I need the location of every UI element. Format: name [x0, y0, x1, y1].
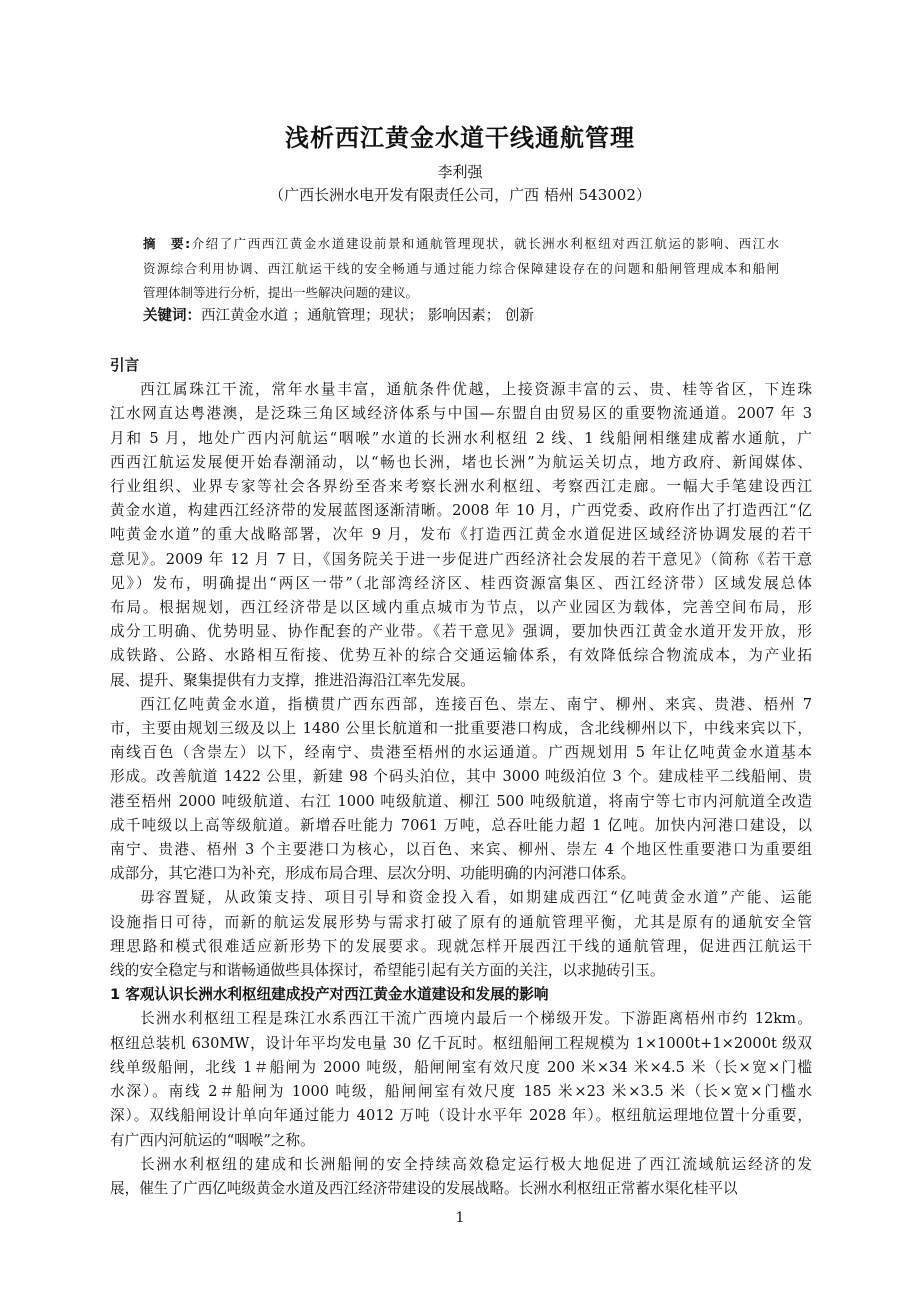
abstract-line: 资源综合利用协调、西江航运干线的安全畅通与通过能力综合保障建设存在的问题和船闸管理成本和船闸 — [143, 260, 779, 276]
paragraph-line: 深）。双线船闸设计单向年通过能力 4012 万吨（设计水平年 2028 年）。枢纽航运理地位置十分重要， — [110, 1107, 812, 1125]
abstract-line: 管理体制等进行分析，提出一些解决问题的建议。 — [143, 285, 419, 300]
paragraph-line: 成部分，其它港口为补充，形成布局合理、层次分明、功能明确的内河港口体系。 — [110, 865, 636, 883]
paragraph — [110, 886, 812, 983]
paragraph-line: 成铁路、公路、水路相互衔接、优势互补的综合交通运输体系，有效降低综合物流成本，为产业拓 — [110, 647, 812, 665]
paragraph-line: 行业组织、业界专家等社会各界纷至沓来考察长洲水利枢纽、考察西江走廊。一幅大手笔建设西江 — [110, 478, 812, 496]
paragraph-line: 西西江航运发展便开始春潮涌动，以“畅也长洲，堵也长洲”为航运关切点，地方政府、新闻媒体、 — [110, 453, 812, 471]
paragraph — [110, 693, 812, 887]
paragraph-line: 意见》。2009 年 12 月 7 日，《国务院关于进一步促进广西经济社会发展的若干意见》（简称《若干意 — [110, 550, 812, 568]
paragraph-line: 江水网直达粤港澳，是泛珠三角区域经济体系与中国—东盟自由贸易区的重要物流通道。2007 年 3 — [110, 405, 812, 423]
paragraph-line: 设施指日可待，而新的航运发展形势与需求打破了原有的通航管理平衡，尤其是原有的通航安全管 — [110, 913, 812, 931]
paragraph-line: 理思路和模式很难适应新形势下的发展要求。现就怎样开展西江干线的通航管理，促进西江航运干 — [110, 937, 812, 955]
section-1 — [110, 1007, 812, 1201]
paragraph-line: 线单级船闸，北线 1＃船闸为 2000 吨级，船闸闸室有效尺度 200 米×34 米×4.5 米（长×宽×门槛 — [110, 1058, 812, 1076]
paragraph-line: 月和 5 月，地处广西内河航运“咽喉”水道的长洲水利枢纽 2 线、1 线船闸相继建成蓄水通航，广 — [110, 429, 812, 447]
paragraph-line: 毋容置疑，从政策支持、项目引导和资金投入看，如期建成西江“亿吨黄金水道”产能、运能 — [140, 889, 812, 907]
intro-heading: 引言 — [110, 357, 140, 374]
paragraph-line: 成分工明确、优势明显、协作配套的产业带。《若干意见》强调，要加快西江黄金水道开发开放，形 — [110, 623, 812, 641]
paragraph-line: 线的安全稳定与和谐畅通做些具体探讨，希望能引起有关方面的关注，以求抛砖引玉。 — [110, 962, 665, 980]
keywords — [143, 304, 534, 325]
intro-section — [110, 378, 812, 983]
paragraph-line: 长洲水利枢纽工程是珠江水系西江干流广西境内最后一个梯级开发。下游距离梧州市约 12km。 — [140, 1010, 812, 1028]
paragraph-line: 展、提升、聚集提供有力支撑，推进沿海沿江率先发展。 — [110, 671, 475, 689]
paragraph-line: 枢纽总装机 630MW，设计年平均发电量 30 亿千瓦时。枢纽船闸工程规模为 1×1000t+1×2000t 级双 — [110, 1034, 812, 1052]
paragraph — [110, 1007, 812, 1152]
paragraph-line: 有广西内河航运的“咽喉”之称。 — [110, 1131, 315, 1149]
document-title: 浅析西江黄金水道干线通航管理 — [285, 124, 635, 152]
keywords-label: 关键词： — [143, 308, 201, 324]
keywords-value: 西江黄金水道 ；通航管理；现状； 影响因素； 创新 — [201, 308, 534, 324]
abstract — [143, 232, 779, 306]
abstract-line: 介绍了广西西江黄金水道建设前景和通航管理现状，就长洲水利枢纽对西江航运的影响、西江水 — [190, 236, 779, 251]
paragraph-line: 港至梧州 2000 吨级航道、右江 1000 吨级航道、柳江 500 吨级航道，将南宁等七市内河航道全改造 — [110, 792, 812, 810]
affiliation: （广西长洲水电开发有限责任公司，广西 梧州 543002） — [269, 186, 651, 204]
paragraph-line: 西江亿吨黄金水道，指横贯广西东西部，连接百色、崇左、南宁、柳州、来宾、贵港、梧州 7 — [140, 695, 812, 713]
paragraph-line: 成千吨级以上高等级航道。新增吞吐能力 7061 万吨，总吞吐能力超 1 亿吨。加快内河港口建设，以 — [110, 816, 812, 834]
section-1-heading: 1 客观认识长洲水利枢纽建成投产对西江黄金水道建设和发展的影响 — [110, 986, 549, 1004]
paragraph — [110, 378, 812, 693]
paragraph — [110, 1153, 812, 1201]
paragraph-line: 吨黄金水道”的重大战略部署，次年 9 月，发布《打造西江黄金水道促进区域经济协调发展的若干 — [110, 526, 812, 544]
paragraph-line: 布局。根据规划，西江经济带是以区域内重点城市为节点，以产业园区为载体，完善空间布局，形 — [110, 599, 812, 617]
document-body — [110, 354, 812, 1201]
paragraph-line: 形成。改善航道 1422 公里，新建 98 个码头泊位，其中 3000 吨级泊位 3 个。建成桂平二线船闸、贵 — [110, 768, 812, 786]
paragraph-line: 展，催生了广西亿吨级黄金水道及西江经济带建设的发展战略。长洲水利枢纽正常蓄水渠化桂平以 — [110, 1179, 738, 1197]
paragraph-line: 见》）发布，明确提出“两区一带”（北部湾经济区、桂西资源富集区、西江经济带）区域发展总体 — [110, 574, 812, 592]
page-number: 1 — [455, 1210, 465, 1226]
paragraph-line: 西江属珠江干流，常年水量丰富，通航条件优越，上接资源丰富的云、贵、桂等省区，下连珠 — [140, 381, 812, 399]
paragraph-line: 南宁、贵港、梧州 3 个主要港口为核心，以百色、来宾、柳州、崇左 4 个地区性重要港口为重要组 — [110, 841, 812, 859]
author: 李利强 — [437, 163, 483, 181]
paragraph-line: 南线百色（含崇左）以下，经南宁、贵港至梧州的水运通道。广西规划用 5 年让亿吨黄金水道基本 — [110, 744, 812, 762]
paragraph-line: 长洲水利枢纽的建成和长洲船闸的安全持续高效稳定运行极大地促进了西江流域航运经济的发 — [140, 1155, 812, 1173]
abstract-label: 摘 要: — [143, 236, 191, 251]
paragraph-line: 市，主要由规划三级及以上 1480 公里长航道和一批重要港口构成，含北线柳州以下，中线来宾以下， — [110, 720, 812, 738]
paragraph-line: 黄金水道，构建西江经济带的发展蓝图逐渐清晰。2008 年 10 月，广西党委、政府作出了打造西江“亿 — [110, 502, 812, 520]
paragraph-line: 水深）。南线 2＃船闸为 1000 吨级，船闸闸室有效尺度 185 米×23 米×3.5 米（长×宽×门槛水 — [110, 1083, 812, 1101]
